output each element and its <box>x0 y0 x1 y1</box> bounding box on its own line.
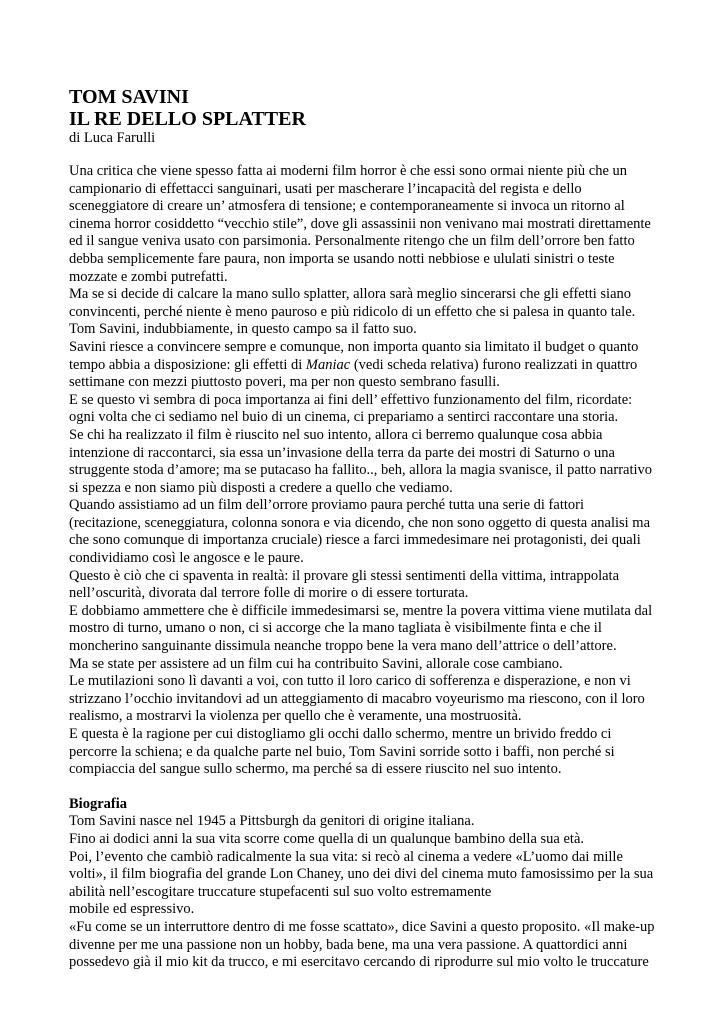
paragraph-savini-expert: Tom Savini, indubbiamente, in questo campo sa il fatto suo. <box>69 321 417 338</box>
bio-paragraph-birth: Tom Savini nasce nel 1945 a Pittsburgh da genitori di origine italiana. <box>69 813 475 830</box>
paragraph-fear: Quando assistiamo ad un film dell’orrore proviamo paura perché tutta una serie di fattori (recitazione, sceneggiatura, colonna sonora e via dicendo, che non sono oggetto di questa analisi ma che sono comunque di importanza cruciale) riesce a farci immedesimare nei protagonisti, dei quali condividiamo così le angosce e le paure. <box>69 497 651 567</box>
biography-heading: Biografia <box>69 795 127 812</box>
title-line-2: IL RE DELLO SPLATTER <box>69 108 306 130</box>
maniac-text-before: Savini riesce a convincere sempre e comunque, non importa quanto sia limitato il budget o quanto tempo abbia a disposizione: gli effetti di <box>69 338 639 373</box>
paragraph-splatter: Ma se si decide di calcare la mano sullo splatter, allora sarà meglio sincerarsi che gli effetti siano convincenti, perché niente è meno pauroso e più ridicolo di un effetto che si palesa in quanto tale. <box>69 286 636 320</box>
bio-paragraph-lon-chaney: Poi, l’evento che cambiò radicalmente la sua vita: si recò al cinema a vedere «L’uomo dai mille volti», il film biografia del grande Lon Chaney, uno dei divi del cinema muto famosissimo per la sua abilità nell’escogitare truccature stupefacenti sul suo volto estremamente <box>69 848 654 900</box>
paragraph-intro: Una critica che viene spesso fatta ai moderni film horror è che essi sono ormai niente più che un campionario di effettacci sanguinari, usati per mascherare l’incapacità del regista e dello sceneggiatore di creare un’ atmosfera di tensione; e contemporaneamente si invoca un ritorno al cinema horror cosiddetto “vecchio stile”, dove gli assassinii non venivano mai mostrati direttamente ed il sangue veniva usato con parsimonia. Personalmente ritengo che un film dell’orrore ben fatto debba semplicemente fare paura, non importa se usando notti nebbiose e ululati sinistri o teste mozzate e zombi putrefatti. <box>69 163 651 285</box>
bio-paragraph-childhood: Fino ai dodici anni la sua vita scorre come quella di un qualunque bambino della sua età. <box>69 830 585 847</box>
paragraph-realism: Le mutilazioni sono lì davanti a voi, con tutto il loro carico di sofferenza e disperazione, e non vi strizzano l’occhio invitandovi ad un atteggiamento di macabro voyeurismo ma riescono, con il loro realismo, a mostrarvi la violenza per quello che è veramente, una mostruosità. <box>69 673 645 725</box>
paragraph-victim: Questo è ciò che ci spaventa in realtà: il provare gli stessi sentimenti della vittima, intrappolata nell’oscurità, divorata dal terrore folle di morire o di essere torturata. <box>69 567 620 602</box>
paragraph-narrative-pact: Se chi ha realizzato il film è riuscito nel suo intento, allora ci berremo qualunque cosa abbia intenzione di raccontarci, sia essa un’invasione della terra da parte dei mostri di Saturno o una struggente stoda d’amore; ma se putacaso ha fallito.., beh, allora la magia svanisce, il patto narrativo si spezza e non siamo più disposti a credere a quello che vediamo. <box>69 426 653 496</box>
maniac-film-title: Maniac <box>305 356 351 373</box>
author-byline: di Luca Farulli <box>69 130 156 146</box>
article-body <box>69 163 659 972</box>
title-line-1: TOM SAVINI <box>69 86 189 108</box>
bio-paragraph-quote: «Fu come se un interruttore dentro di me fosse scattato», dice Savini a questo proposito. «Il make-up divenne per me una passione non un hobby, bada bene, ma una vera passione. A quattordici anni possedevo già il mio kit da trucco, e mi esercitavo cercando di riprodurre sul mio volto le truccature <box>69 918 655 971</box>
paragraph-mutilation: E dobbiamo ammettere che è difficile immedesimarsi se, mentre la povera vittima viene mutilata dal mostro di turno, umano o non, ci si accorge che la mano tagliata è visibilmente finta e che il moncherino sanguinante dissimula neanche troppo bene la vera mano dell’attrice o dell’attore. <box>69 602 653 655</box>
paragraph-savini-film: Ma se state per assistere ad un film cui ha contribuito Savini, allorale cose cambiano. <box>69 655 563 672</box>
paragraph-conclusion: E questa è la ragione per cui distogliamo gli occhi dallo schermo, mentre un brivido freddo ci percorre la schiena; e da qualche parte nel buio, Tom Savini sorride sotto i baffi, non perché si compiaccia del sangue sullo schermo, ma perché sa di essere riuscito nel suo intento. <box>69 726 615 778</box>
paragraph-importance: E se questo vi sembra di poca importanza ai fini dell’ effettivo funzionamento del film, ricordate: ogni volta che ci sediamo nel buio di un cinema, ci prepariamo a sentirci raccontare una storia. <box>69 391 633 426</box>
bio-paragraph-mobile: mobile ed espressivo. <box>69 901 195 918</box>
paragraph-maniac <box>69 339 659 392</box>
article-title <box>69 86 659 130</box>
maniac-text-after: (vedi scheda relativa) furono realizzati in quattro settimane con mezzi piuttosto poveri, ma per non questo sembrano fasulli. <box>69 356 638 391</box>
document-page <box>69 86 659 972</box>
